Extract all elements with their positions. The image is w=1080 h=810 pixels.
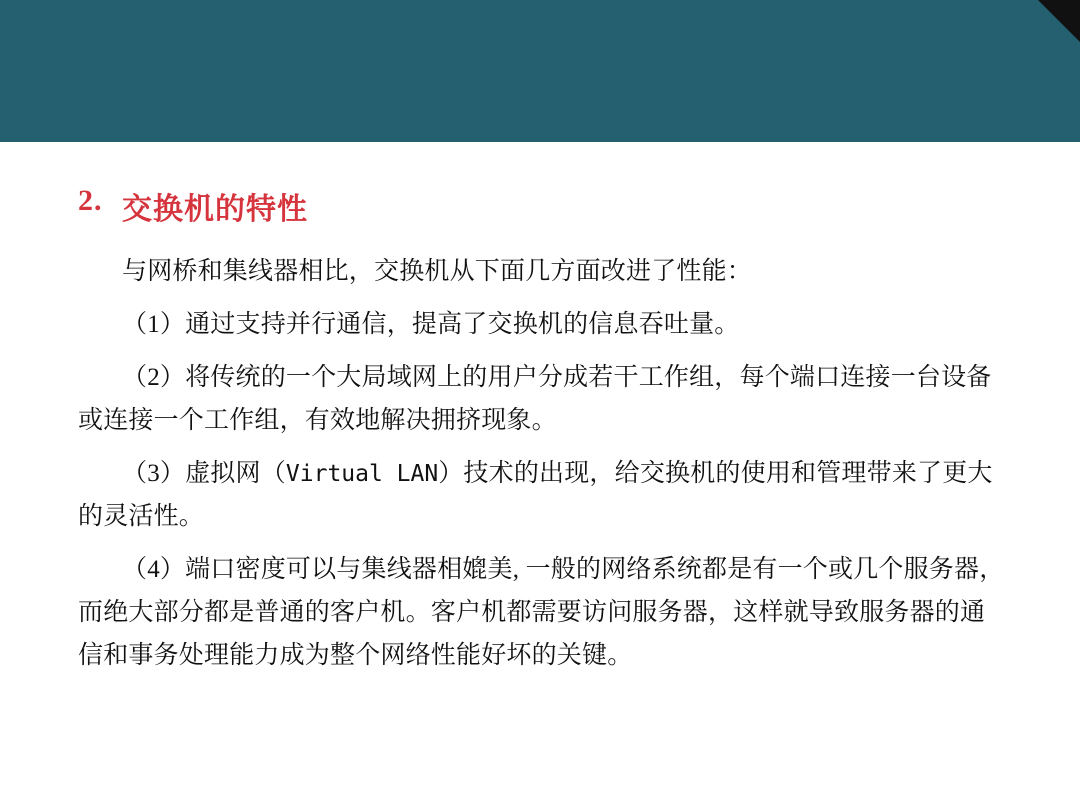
paragraph-item-3-before: （3）虚拟网（ <box>122 460 286 487</box>
paragraph-item-3-term: Virtual LAN <box>285 461 439 487</box>
section-heading-text: 交换机的特性 <box>122 193 308 226</box>
slide-content <box>0 142 1080 810</box>
paragraph-item-4: （4）端口密度可以与集线器相媲美, 一般的网络系统都是有一个或几个服务器，而绝大部分都是普通的客户机。客户机都需要访问服务器，这样就导致服务器的通信和事务处理能力成为整个网络性能好坏的关键。 <box>78 556 1005 669</box>
paragraph-intro: 与网桥和集线器相比，交换机从下面几方面改进了性能： <box>122 258 753 285</box>
corner-notch-decoration <box>1038 0 1080 42</box>
paragraph-item-1: （1）通过支持并行通信，提高了交换机的信息吞吐量。 <box>122 311 740 338</box>
section-heading <box>78 184 1010 228</box>
paragraph-item-3 <box>78 452 1010 538</box>
body-text <box>78 250 1010 677</box>
paragraph-item-2: （2）将传统的一个大局域网上的用户分成若干工作组，每个端口连接一台设备 或连接一个工作组，有效地解决拥挤现象。 <box>78 364 992 434</box>
paragraph-item-3-after: ）技术的出现，给交换机的使用和管理带来了更大 的灵活性。 <box>78 460 993 530</box>
section-heading-number: 2. <box>78 184 103 217</box>
header-band <box>0 0 1080 142</box>
